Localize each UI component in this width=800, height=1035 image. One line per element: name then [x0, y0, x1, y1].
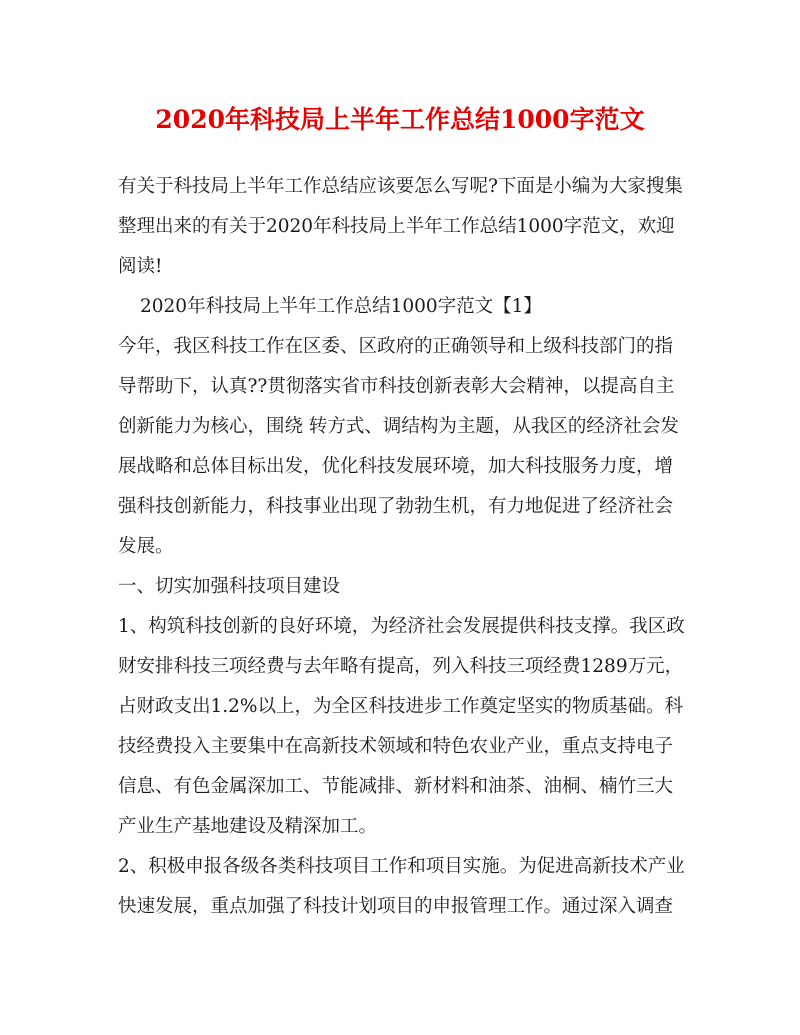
- text-line: 技经费投入主要集中在高新技术领域和特色农业产业，重点支持电子: [118, 736, 674, 757]
- text-line: 占财政支出1.2%以上，为全区科技进步工作奠定坚实的物质基础。科: [118, 696, 684, 717]
- intro-paragraph: [118, 167, 686, 287]
- text-line: 1、构筑科技创新的良好环境，为经济社会发展提供科技支撑。我区政: [118, 616, 685, 637]
- text-line: 整理出来的有关于2020年科技局上半年工作总结1000字范文，欢迎: [118, 216, 675, 237]
- section-heading-text: 一、切实加强科技项目建设: [118, 576, 341, 597]
- text-line: 导帮助下，认真??贯彻落实省市科技创新表彰大会精神，以提高自主: [118, 376, 675, 397]
- section-heading: [118, 567, 686, 607]
- text-line: 发展。: [118, 536, 174, 557]
- text-line: 创新能力为核心，围绕 转方式、调结构为主题，从我区的经济社会发: [118, 416, 679, 437]
- body-paragraph: [118, 607, 686, 847]
- text-line: 快速发展，重点加强了科技计划项目的申报管理工作。通过深入调查: [118, 896, 674, 917]
- document-title: 2020年科技局上半年工作总结1000字范文: [155, 105, 645, 134]
- subheading: [118, 287, 686, 327]
- body-paragraph: [118, 847, 686, 927]
- text-line: 今年，我区科技工作在区委、区政府的正确领导和上级科技部门的指: [118, 336, 674, 357]
- text-line: 产业生产基地建设及精深加工。: [118, 816, 378, 837]
- text-line: 强科技创新能力，科技事业出现了勃勃生机，有力地促进了经济社会: [118, 496, 674, 517]
- text-line: 2、积极申报各级各类科技项目工作和项目实施。为促进高新技术产业: [118, 856, 685, 877]
- text-line: 信息、有色金属深加工、节能减排、新材料和油茶、油桐、楠竹三大: [118, 776, 674, 797]
- document-body: [118, 167, 686, 927]
- text-line: 阅读!: [118, 256, 163, 277]
- body-paragraph: [118, 327, 686, 567]
- text-line: 展战略和总体目标出发，优化科技发展环境，加大科技服务力度，增: [118, 456, 674, 477]
- text-line: 有关于科技局上半年工作总结应该要怎么写呢?下面是小编为大家搜集: [118, 176, 683, 197]
- text-line: 财安排科技三项经费与去年略有提高，列入科技三项经费1289万元，: [118, 656, 684, 677]
- subheading-text: 2020年科技局上半年工作总结1000字范文【1】: [140, 296, 542, 317]
